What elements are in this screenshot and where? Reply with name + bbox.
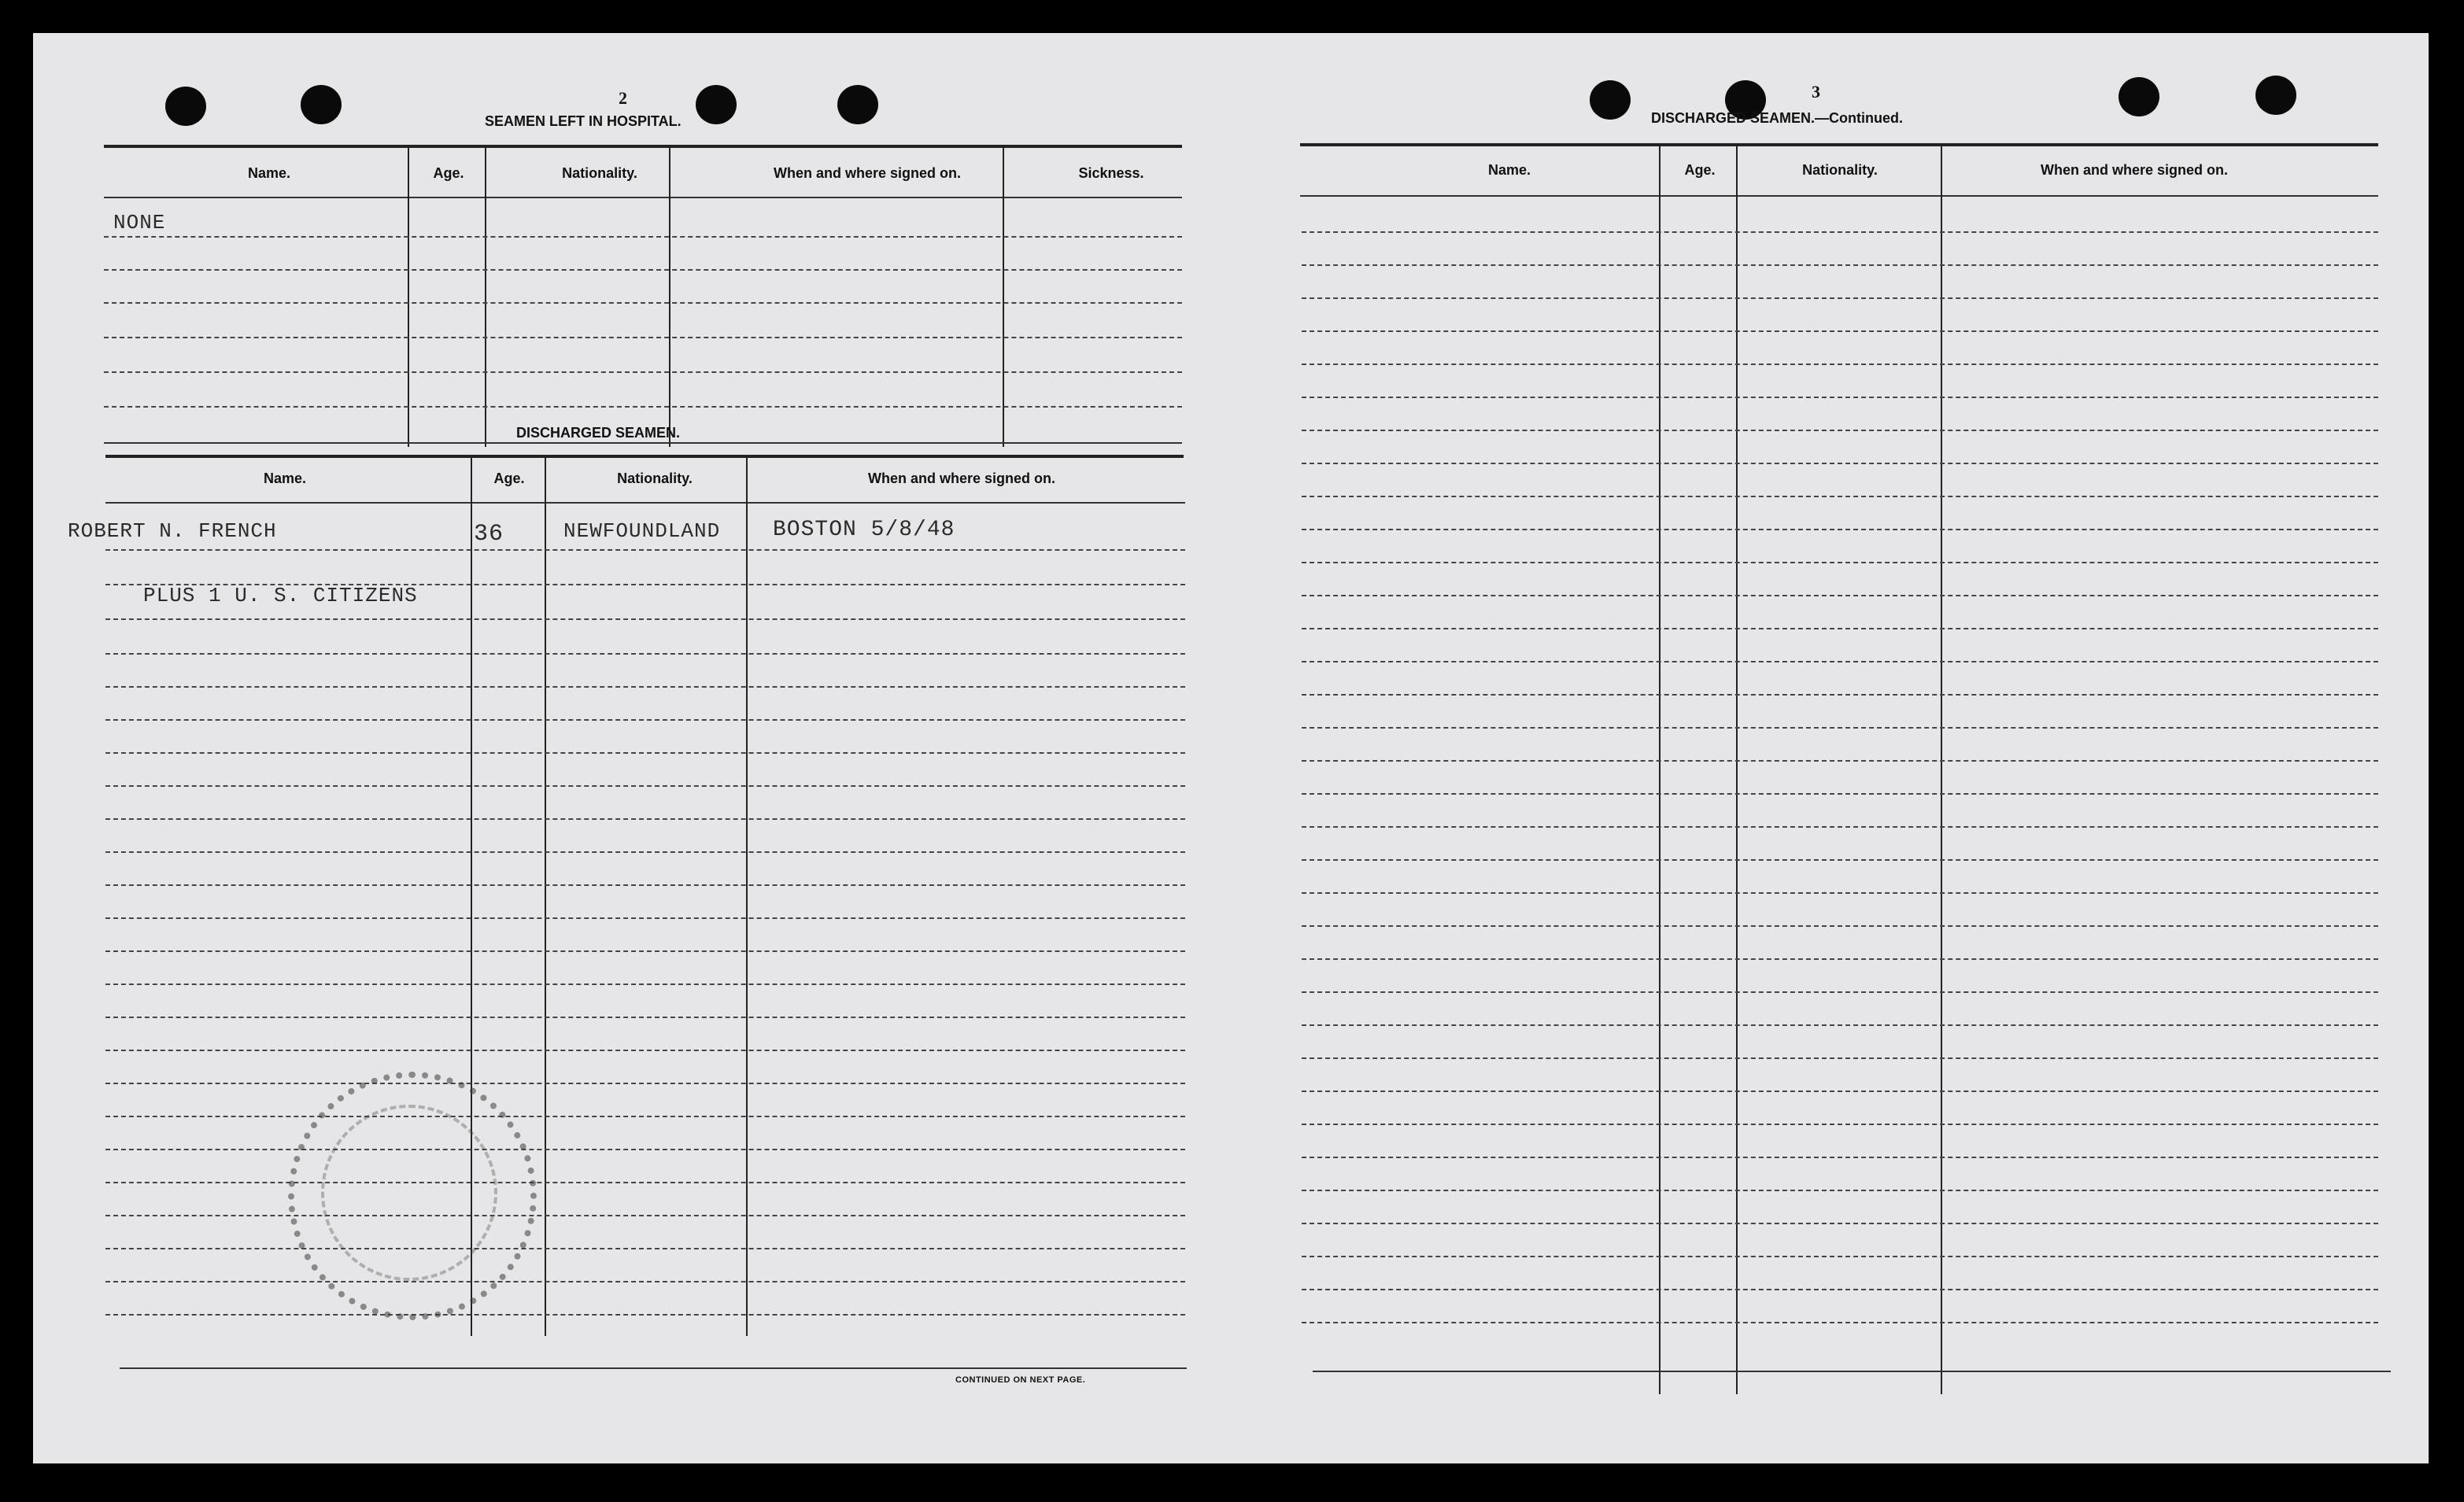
discharged-row-line (105, 1149, 1185, 1150)
right-row-line (1302, 661, 2378, 662)
discharged-row-line (105, 686, 1185, 688)
discharged-col-name: Name. (263, 471, 307, 486)
right-row-line (1302, 1091, 2378, 1092)
right-page-number: 3 (1812, 82, 1820, 101)
right-row-line (1302, 330, 2378, 332)
discharged-row-line (105, 653, 1185, 655)
hospital-table-top-rule (104, 145, 1182, 148)
discharged-row-line (105, 983, 1185, 985)
right-section-title: DISCHARGED SEAMEN.—Continued. (1651, 110, 1904, 126)
right-row-line (1302, 793, 2378, 795)
discharged-row-line (105, 752, 1185, 754)
right-col-nationality: Nationality. (1802, 162, 1878, 178)
punch-hole (2119, 77, 2159, 116)
right-row-line (1302, 1157, 2378, 1158)
discharged-row-line (105, 785, 1185, 787)
right-row-line (1302, 1057, 2378, 1059)
right-row-line (1302, 859, 2378, 861)
hospital-table-header-rule (104, 197, 1182, 198)
punch-hole (1590, 80, 1631, 120)
hospital-table-bottom-rule (104, 442, 1182, 444)
right-row-line (1302, 430, 2378, 431)
right-row-line (1302, 595, 2378, 596)
punch-hole (696, 85, 737, 124)
right-row-line (1302, 991, 2378, 993)
discharged-table-bottom-rule (120, 1367, 1187, 1369)
discharged-col-divider (746, 456, 748, 1336)
right-row-line (1302, 628, 2378, 629)
hospital-row-line (104, 371, 1182, 373)
right-table-top-rule (1300, 143, 2378, 146)
hospital-col-divider (1003, 146, 1004, 447)
punch-hole (2255, 76, 2296, 115)
right-col-signed-on: When and where signed on. (2040, 162, 2229, 178)
hospital-row-line (104, 337, 1182, 338)
punch-hole (301, 85, 342, 124)
hospital-col-signed-on: When and where signed on. (773, 165, 962, 181)
right-row-line (1302, 1190, 2378, 1191)
right-row-line (1302, 1223, 2378, 1224)
discharged-section-title: DISCHARGED SEAMEN. (516, 425, 681, 441)
hospital-section-title: SEAMEN LEFT IN HOSPITAL. (485, 113, 682, 129)
discharged-row-signed-on: BOSTON 5/8/48 (773, 518, 955, 542)
discharged-row-line (105, 618, 1185, 620)
right-table-bottom-rule (1313, 1371, 2391, 1372)
right-row-line (1302, 892, 2378, 894)
right-row-line (1302, 760, 2378, 762)
ink-stamp (288, 1072, 537, 1320)
hospital-col-name: Name. (247, 165, 291, 181)
continued-footer: CONTINUED ON NEXT PAGE. (955, 1375, 1086, 1385)
right-row-line (1302, 1124, 2378, 1125)
hospital-col-divider (485, 146, 486, 447)
discharged-note: PLUS 1 U. S. CITIZENS (143, 584, 418, 607)
right-row-line (1302, 529, 2378, 530)
discharged-row-line (105, 1116, 1185, 1117)
discharged-row-age: 36 (474, 521, 504, 548)
punch-hole (165, 87, 206, 126)
right-table-header-rule (1300, 195, 2378, 197)
hospital-row-line (104, 236, 1182, 238)
right-row-line (1302, 496, 2378, 497)
right-row-line (1302, 397, 2378, 398)
discharged-row-nationality: NEWFOUNDLAND (563, 519, 721, 543)
discharged-row-line (105, 818, 1185, 820)
hospital-col-divider (408, 146, 409, 447)
discharged-row-line (105, 1083, 1185, 1084)
left-page-number: 2 (619, 88, 627, 108)
hospital-col-sickness: Sickness. (1078, 165, 1144, 181)
discharged-col-signed-on: When and where signed on. (867, 471, 1056, 486)
right-row-line (1302, 694, 2378, 696)
right-row-line (1302, 231, 2378, 233)
right-row-line (1302, 364, 2378, 365)
discharged-row-name: ROBERT N. FRENCH (68, 519, 277, 543)
discharged-col-age: Age. (493, 471, 525, 486)
discharged-row-line (105, 884, 1185, 886)
hospital-col-divider (669, 146, 670, 447)
right-row-line (1302, 826, 2378, 828)
hospital-row-line (104, 302, 1182, 304)
hospital-row-line (104, 406, 1182, 408)
hospital-row-line (104, 269, 1182, 271)
discharged-col-divider (545, 456, 546, 1336)
discharged-table-header-rule (105, 502, 1185, 504)
discharged-row-line (105, 851, 1185, 853)
discharged-table-top-rule (105, 455, 1184, 458)
right-row-line (1302, 562, 2378, 563)
right-row-line (1302, 958, 2378, 960)
right-row-line (1302, 1289, 2378, 1290)
discharged-row-line (105, 1050, 1185, 1051)
hospital-col-age: Age. (433, 165, 464, 181)
punch-hole (837, 85, 878, 124)
discharged-row-line (105, 917, 1185, 919)
right-col-name: Name. (1487, 162, 1531, 178)
discharged-row-line (105, 1182, 1185, 1183)
right-col-age: Age. (1684, 162, 1716, 178)
discharged-row-line (105, 1017, 1185, 1018)
discharged-row-line (105, 719, 1185, 721)
right-row-line (1302, 1024, 2378, 1026)
discharged-row-line (105, 1281, 1185, 1282)
right-row-line (1302, 727, 2378, 729)
right-row-line (1302, 1322, 2378, 1323)
discharged-row-line (105, 1248, 1185, 1249)
hospital-col-nationality: Nationality. (562, 165, 637, 181)
discharged-row-line (105, 549, 1185, 551)
right-row-line (1302, 463, 2378, 464)
discharged-row-line (105, 1314, 1185, 1316)
right-row-line (1302, 297, 2378, 299)
discharged-col-nationality: Nationality. (617, 471, 693, 486)
right-col-divider (1941, 145, 1942, 1394)
document-sheet (33, 33, 2429, 1463)
right-row-line (1302, 1256, 2378, 1257)
right-col-divider (1736, 145, 1738, 1394)
right-col-divider (1659, 145, 1661, 1394)
right-row-line (1302, 925, 2378, 927)
hospital-entry: NONE (113, 211, 166, 234)
discharged-row-line (105, 950, 1185, 952)
discharged-row-line (105, 1215, 1185, 1216)
right-row-line (1302, 264, 2378, 266)
